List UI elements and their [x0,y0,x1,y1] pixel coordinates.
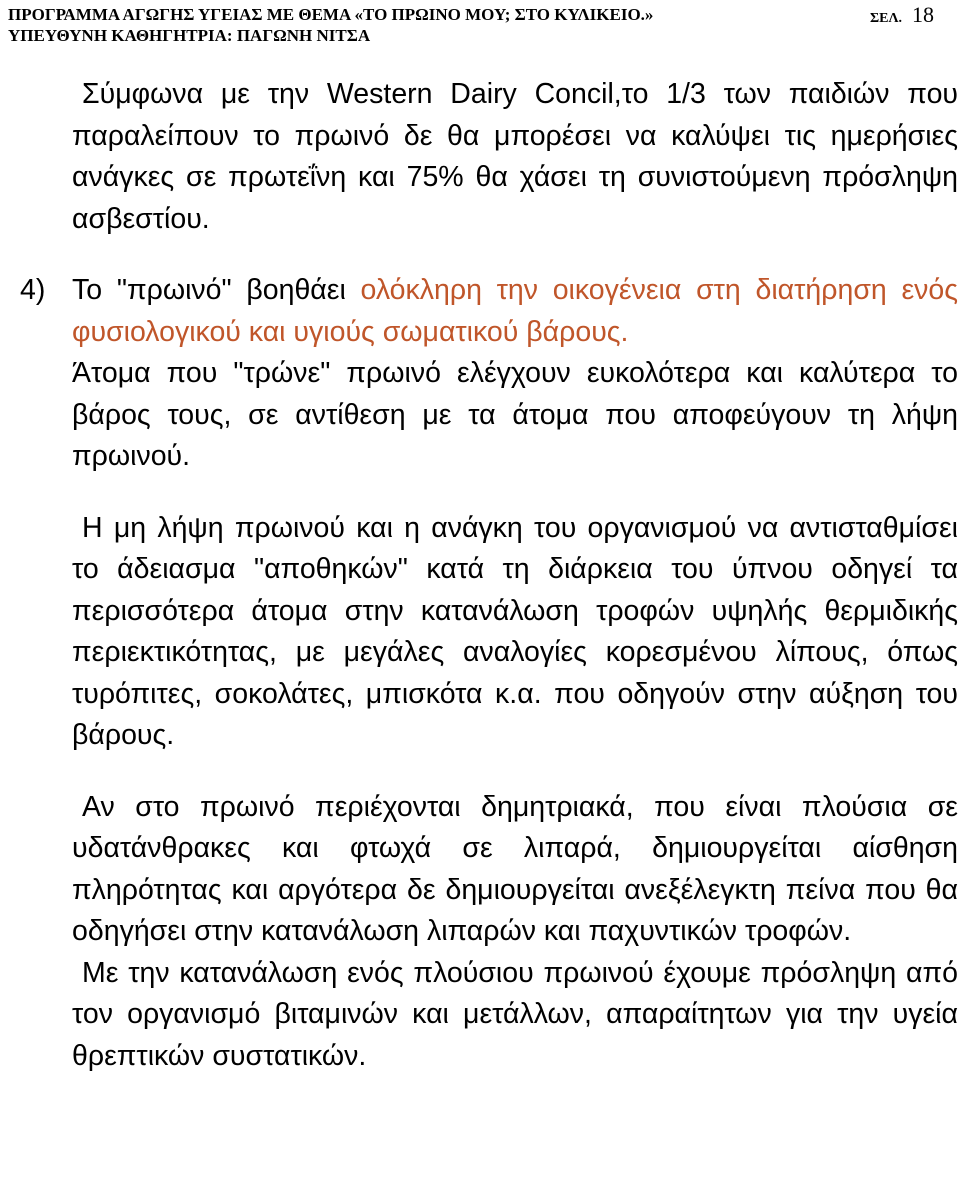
point-4 [20,270,959,353]
point-4-highlight: ολόκληρη την οικογένεια στη διατήρηση ενός φυσιολογικού και υγιούς σωματικού βάρους. [72,274,959,348]
paragraph-vitamins: Με την κατανάλωση ενός πλούσιου πρωινού έχουμε πρόσληψη από τον οργανισμό βιταμινών και μετάλλων, απαραίτητων για την υγεία θρεπτικών συστατικών. [72,956,958,1072]
paragraph-cereals: Αν στο πρωινό περιέχονται δημητριακά, που είναι πλούσια σε υδατάνθρακες και φτωχά σε λιπαρά, δημιουργείται αίσθηση πληρότητας και αργότερα δε δημιουργείται ανεξέλεγκτη πείνα που θα οδηγήσει στην κατανάλωση λιπαρών και παχυντικών τροφών. [72,790,958,947]
page-number: 18 [912,2,934,27]
spacer [72,757,958,787]
header-line-2 [8,25,952,46]
program-title: ΠΡΟΓΡΑΜΜΑ ΑΓΩΓΗΣ ΥΓΕΙΑΣ ΜΕ ΘΕΜΑ «ΤΟ ΠΡΩΙΝΟ ΜΟΥ; ΣΤΟ ΚΥΛΙΚΕΙΟ.» [8,5,654,24]
page-header [8,4,952,46]
spacer [72,240,958,270]
point-number: 4) [20,274,46,306]
paragraph-western-dairy: Σύμφωνα με την Western Dairy Concil,το 1/3 των παιδιών που παραλείπουν το πρωινό δε θα μπορέσει να καλύψει τις ημερήσιες ανάγκες σε πρωτεΐνη και 75% θα χάσει τη συνιστούμενη πρόσληψη ασβεστίου. [72,78,958,235]
spacer [72,478,958,508]
point-4-lead: Το "πρωινό" βοηθάει [72,274,346,306]
page-label: ΣΕΛ. [869,11,902,26]
paragraph-skipping-breakfast: Η μη λήψη πρωινού και η ανάγκη του οργανισμού να αντισταθμίσει το άδειασμα "αποθηκών" κατά τη διάρκεια του ύπνου οδηγεί τα περισσότερα άτομα στην κατανάλωση τροφών υψηλής θερμιδικής περιεκτικότητας, με μεγάλες αναλογίες κορεσμένου λίπους, όπως τυρόπιτες, σοκολάτες, μπισκότα κ.α. που οδηγούν στην αύξηση του βάρους. [72,511,958,751]
teacher-name: ΥΠΕΥΘΥΝΗ ΚΑΘΗΓΗΤΡΙΑ: ΠΑΓΩΝΗ ΝΙΤΣΑ [8,26,371,45]
paragraph-weight-control: Άτομα που "τρώνε" πρωινό ελέγχουν ευκολότερα και καλύτερα το βάρος τους, σε αντίθεση με τα άτομα που αποφεύγουν τη λήψη πρωινού. [72,357,958,472]
header-line-1 [8,4,952,25]
document-body [20,74,959,1077]
